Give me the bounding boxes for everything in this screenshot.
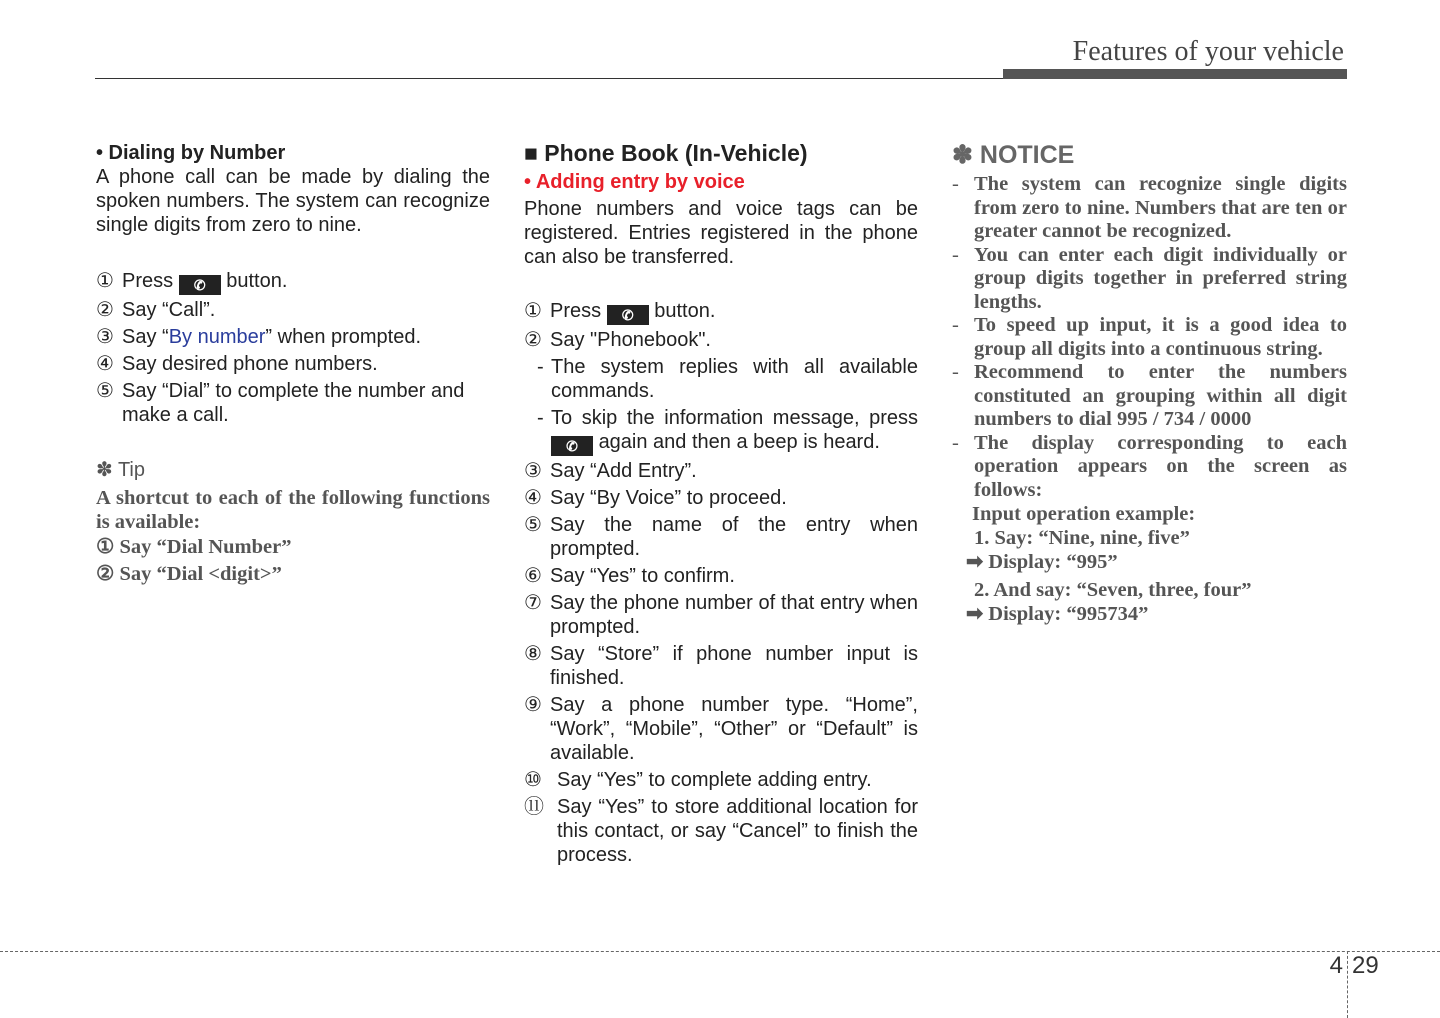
phone-button-icon: ✆ xyxy=(179,275,221,295)
example-2: 2. And say: “Seven, three, four” xyxy=(974,579,1252,601)
example-1: 1. Say: “Nine, nine, five” xyxy=(974,527,1190,549)
footer-dashed-rule xyxy=(0,951,1440,952)
step-number: ① xyxy=(524,300,542,322)
step-number: ⑨ xyxy=(524,694,542,716)
dialing-step-4: ④ Say desired phone numbers. xyxy=(96,353,378,375)
step-number: ⑪ xyxy=(524,796,544,818)
dialing-step-2: ② Say “Call”. xyxy=(96,299,216,321)
adding-entry-subtitle: • Adding entry by voice xyxy=(524,171,745,193)
page-number-separator xyxy=(1347,951,1348,1018)
column-dialing-by-number xyxy=(96,140,490,588)
phonebook-step-2: ② Say "Phonebook". xyxy=(524,329,711,351)
phonebook-step-8: ⑧ Say “Store” if phone number input is finished. xyxy=(524,643,918,689)
phonebook-step-9: ⑨ Say a phone number type. “Home”, “Work”, “Mobile”, “Other” or “Default” is available. xyxy=(524,694,918,764)
step-number: ② xyxy=(524,329,542,351)
step-number: ② xyxy=(96,299,114,321)
phonebook-step-10: ⑩ Say “Yes” to complete adding entry. xyxy=(524,769,872,791)
phone-book-intro: Phone numbers and voice tags can be registered. Entries registered in the phone can also be transferred. xyxy=(524,198,918,268)
step-number: ④ xyxy=(96,353,114,375)
step-number: ⑥ xyxy=(524,565,542,587)
example-2-display: ➡ Display: “995734” xyxy=(966,603,1149,625)
phone-button-icon: ✆ xyxy=(551,436,593,456)
tip-item-1: ① Say “Dial Number” xyxy=(96,536,292,558)
step-number: ⑩ xyxy=(524,769,542,791)
header-bar xyxy=(1003,69,1347,79)
phone-button-icon: ✆ xyxy=(607,305,649,325)
step-number: ⑦ xyxy=(524,592,542,614)
phonebook-substep-2: - To skip the information message, press ✆ again and then a beep is heard. xyxy=(537,407,918,454)
step-number: ④ xyxy=(524,487,542,509)
page-header-title: Features of your vehicle xyxy=(1072,36,1344,67)
dialing-step-3: ③ Say “By number” when prompted. xyxy=(96,326,422,348)
column-phone-book xyxy=(524,140,918,867)
notice-title: ✽ NOTICE xyxy=(952,141,1075,169)
phonebook-step-7: ⑦ Say the phone number of that entry when prompted. xyxy=(524,592,918,638)
notice-item-2: - You can enter each digit individually or group digits together in preferred string lengths. xyxy=(952,243,1347,313)
notice-item-3: - To speed up input, it is a good idea to group all digits into a continuous string. xyxy=(952,314,1347,360)
phonebook-step-6: ⑥ Say “Yes” to confirm. xyxy=(524,565,735,587)
step-number: ⑤ xyxy=(524,514,542,536)
dialing-step-1: ① Press ✆ button. xyxy=(96,270,288,293)
step-number: ③ xyxy=(524,460,542,482)
chapter-number: 4 xyxy=(1329,952,1343,979)
dialing-heading: • Dialing by Number xyxy=(96,142,286,164)
column-notice xyxy=(952,140,1347,626)
phonebook-step-5: ⑤ Say the name of the entry when prompted. xyxy=(524,514,918,560)
phonebook-step-11: ⑪ Say “Yes” to store additional location for this contact, or say “Cancel” to finish the process. xyxy=(524,796,918,866)
notice-item-1: - The system can recognize single digits from zero to nine. Numbers that are ten or greater cannot be recognized. xyxy=(952,173,1347,242)
tip-item-2: ② Say “Dial <digit>” xyxy=(96,563,282,585)
step-number: ③ xyxy=(96,326,114,348)
tip-text: A shortcut to each of the following functions is available: xyxy=(96,487,490,533)
example-1-display: ➡ Display: “995” xyxy=(966,551,1118,573)
phonebook-step-3: ③ Say “Add Entry”. xyxy=(524,460,697,482)
dialing-intro: A phone call can be made by dialing the spoken numbers. The system can recognize single digits from zero to nine. xyxy=(96,166,490,236)
example-title: Input operation example: xyxy=(972,503,1196,525)
phonebook-substep-1: - The system replies with all available commands. xyxy=(537,356,918,402)
dialing-step-5: ⑤ Say “Dial” to complete the number and make a call. xyxy=(96,380,465,426)
highlight-by-number: By number xyxy=(168,326,266,348)
phonebook-step-1: ① Press ✆ button. xyxy=(524,300,716,323)
notice-item-4: - Recommend to enter the numbers constituted an grouping within all digit numbers to dial 995 / 734 / 0000 xyxy=(952,361,1347,430)
tip-label: ✽ Tip xyxy=(96,459,145,481)
page-number: 29 xyxy=(1352,952,1379,979)
phone-book-title: ■ Phone Book (In-Vehicle) xyxy=(524,140,808,166)
notice-item-5: - The display corresponding to each operation appears on the screen as follows: xyxy=(952,431,1347,501)
step-number: ① xyxy=(96,270,114,292)
phonebook-step-4: ④ Say “By Voice” to proceed. xyxy=(524,487,787,509)
step-number: ⑧ xyxy=(524,643,542,665)
step-number: ⑤ xyxy=(96,380,114,402)
header-rule xyxy=(95,78,1003,79)
